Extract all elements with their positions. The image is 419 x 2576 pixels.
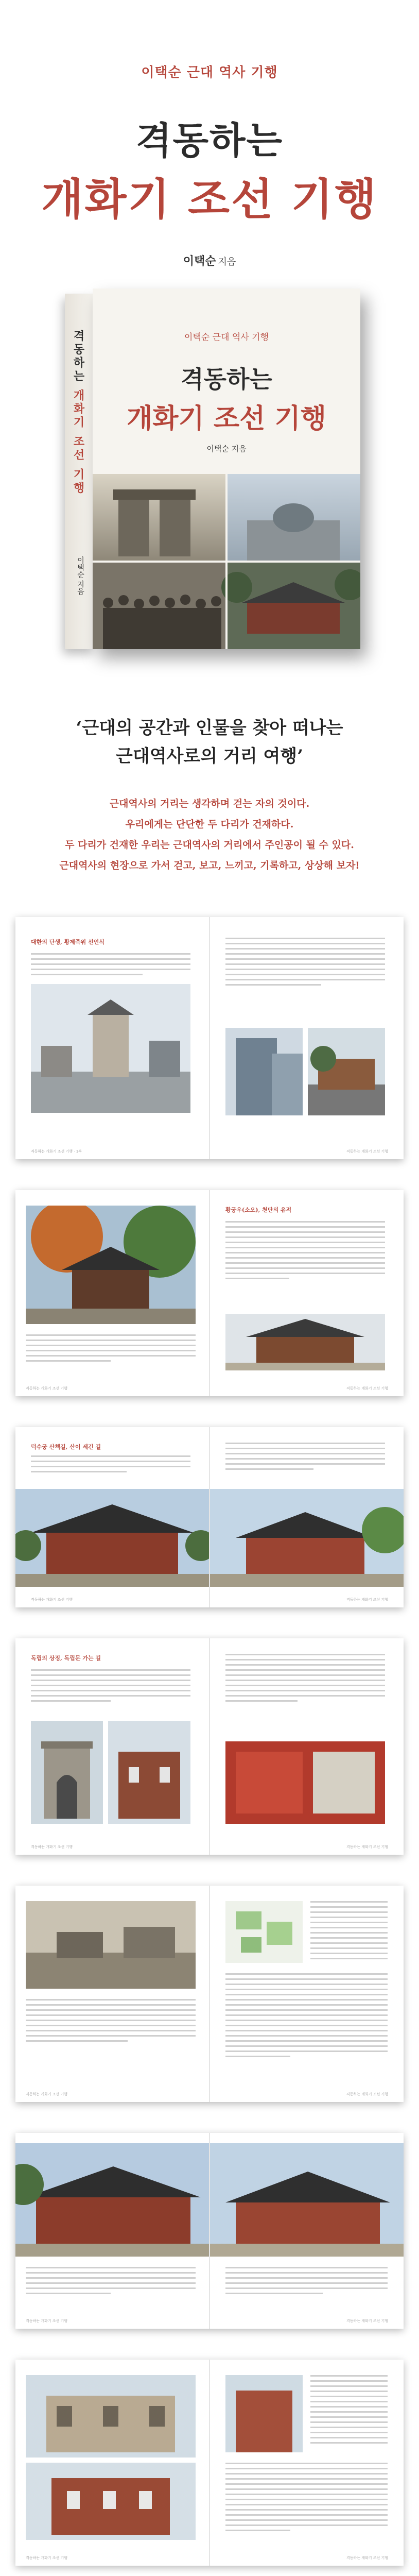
body-text (225, 1443, 385, 1473)
cover-title-line2: 개화기 조선 기행 (127, 403, 326, 434)
intro-text (0, 793, 419, 876)
section-heading: 덕수궁 산책길, 산이 세긴 길 (31, 1444, 101, 1450)
photo-map (225, 1901, 303, 1963)
intro-line: 근대역사의 거리는 생각하며 걷는 자의 것이다. (109, 798, 310, 809)
folio-right: 격동하는 개화기 조선 기행 (346, 2556, 388, 2560)
spread-page-left (15, 917, 209, 1159)
body-text (225, 1654, 385, 1705)
tagline-line1: ‘근대의 공간과 인물을 찾아 떠나는 (76, 718, 343, 738)
photo-map-image (225, 1901, 303, 1963)
body-text (225, 1221, 385, 1283)
photo-building-corner-image (225, 2375, 303, 2452)
photo-gate-trees-image (26, 1206, 196, 1324)
photo-modern-building (225, 1028, 303, 1115)
photo-brick-building-image (108, 1721, 190, 1824)
spread-page-left (15, 2360, 209, 2566)
book-title-line2: 개화기 조선 기행 (41, 174, 378, 225)
photo-palace-hall (210, 2143, 404, 2257)
body-text (310, 2375, 388, 2447)
body-text (26, 1999, 196, 2045)
photo-old-city (26, 1901, 196, 1989)
folio-right: 격동하는 개화기 조선 기행 (346, 2092, 388, 2096)
intro-line: 근대역사의 현장으로 가서 걷고, 보고, 느끼고, 기록하고, 상상해 보자! (59, 860, 360, 871)
cover-title-line1: 격동하는 (181, 365, 272, 393)
body-text (31, 953, 190, 979)
body-text (225, 938, 385, 989)
photo-plaza-image (31, 984, 190, 1113)
tagline-line2: 근대역사로의 거리 여행’ (116, 746, 303, 767)
author-name: 이택순 (183, 255, 216, 268)
photo-palace-wide-image (15, 2143, 209, 2257)
section-heading: 대한의 탄생, 황제즉위 선언식 (31, 939, 104, 945)
photo-palace-hall-image (210, 2143, 404, 2257)
photo-red-brick-image (26, 2463, 196, 2540)
folio-right: 격동하는 개화기 조선 기행 (346, 1386, 388, 1391)
cover-photo-collage-image (93, 474, 360, 649)
book-title-line1: 격동하는 (135, 118, 284, 162)
body-text (225, 2463, 388, 2535)
spread-page-left (15, 1427, 209, 1607)
spine-title-part2: 개화기 조선 기행 (72, 389, 85, 495)
section-heading: 황궁우(소오), 천단의 유적 (225, 1207, 292, 1213)
spread-4 (15, 1638, 404, 1855)
photo-hall (225, 1314, 385, 1370)
cover-series: 이택순 근대 역사 기행 (184, 332, 269, 343)
author-suffix: 지음 (218, 257, 236, 267)
body-text (310, 1901, 388, 1963)
spread-page-left (15, 2133, 209, 2329)
spread-page-left (15, 1190, 209, 1396)
photo-gate-trees (26, 1206, 196, 1324)
spread-1 (15, 917, 404, 1159)
body-text (225, 2267, 388, 2298)
body-text (31, 1455, 190, 1476)
photo-red-interior (225, 1741, 385, 1824)
photo-palace-wide (15, 2143, 209, 2257)
series-title: 이택순 근대 역사 기행 (141, 65, 278, 80)
spread-6 (15, 2133, 404, 2329)
photo-palace-pavilion (210, 1489, 404, 1587)
body-text (26, 1334, 196, 1365)
photo-palace-gate-image (15, 1489, 209, 1587)
photo-red-interior-image (225, 1741, 385, 1824)
spread-page-left (15, 1638, 209, 1855)
hero-section (0, 0, 419, 696)
photo-modern-building-image (225, 1028, 303, 1115)
photo-red-brick (26, 2463, 196, 2540)
spine-title (72, 330, 86, 495)
cover-photo-collage (93, 474, 360, 649)
folio-left: 격동하는 개화기 조선 기행 (31, 1845, 73, 1849)
photo-independence-gate (31, 1721, 103, 1824)
spread-page-right (210, 1638, 404, 1855)
spread-page-right (210, 917, 404, 1159)
folio-right: 격동하는 개화기 조선 기행 (346, 1598, 388, 1602)
spread-page-right (210, 1886, 404, 2102)
folio-left: 격동하는 개화기 조선 기행 (26, 2092, 68, 2096)
spread-page-right (210, 2133, 404, 2329)
spine-title-part1: 격동하는 (72, 330, 85, 383)
spread-3 (15, 1427, 404, 1607)
photo-building-corner (225, 2375, 303, 2452)
spread-page-right (210, 1427, 404, 1607)
folio-left: 격동하는 개화기 조선 기행 (26, 2319, 68, 2323)
spread-2 (15, 1190, 404, 1396)
photo-plaza (31, 984, 190, 1113)
folio-left: 격동하는 개화기 조선 기행 (26, 2556, 68, 2560)
spread-page-left (15, 1886, 209, 2102)
photo-palace-gate (15, 1489, 209, 1587)
body-text (26, 2267, 196, 2298)
folio-left: 격동하는 개화기 조선 기행 (26, 1386, 68, 1391)
intro-line: 두 다리가 건재한 우리는 근대역사의 거리에서 주인공이 될 수 있다. (65, 839, 354, 851)
folio-left: 격동하는 개화기 조선 기행 · 1부 (31, 1149, 82, 1154)
spine-author: 이택순 지음 (76, 556, 84, 595)
photo-palace-pavilion-image (210, 1489, 404, 1587)
photo-stone-building-image (26, 2375, 196, 2458)
photo-street (308, 1028, 385, 1115)
section-heading: 독립의 상징, 독립문 가는 길 (31, 1655, 101, 1662)
spread-5 (15, 1886, 404, 2102)
cover-author: 이택순 지음 (206, 444, 247, 453)
body-text (31, 1669, 190, 1705)
photo-brick-building (108, 1721, 190, 1824)
intro-line: 우리에게는 단단한 두 다리가 건재하다. (125, 819, 294, 830)
photo-independence-gate-image (31, 1721, 103, 1824)
spread-page-right (210, 1190, 404, 1396)
photo-old-city-image (26, 1901, 196, 1989)
folio-right: 격동하는 개화기 조선 기행 (346, 1845, 388, 1849)
photo-hall-image (225, 1314, 385, 1370)
author-credit (0, 252, 419, 268)
spread-page-right (210, 2360, 404, 2566)
spread-7 (15, 2360, 404, 2566)
photo-street-image (308, 1028, 385, 1115)
folio-right: 격동하는 개화기 조선 기행 (346, 1149, 388, 1154)
folio-right: 격동하는 개화기 조선 기행 (346, 2319, 388, 2323)
photo-stone-building (26, 2375, 196, 2458)
folio-left: 격동하는 개화기 조선 기행 (31, 1598, 73, 1602)
body-text (225, 1973, 388, 2061)
